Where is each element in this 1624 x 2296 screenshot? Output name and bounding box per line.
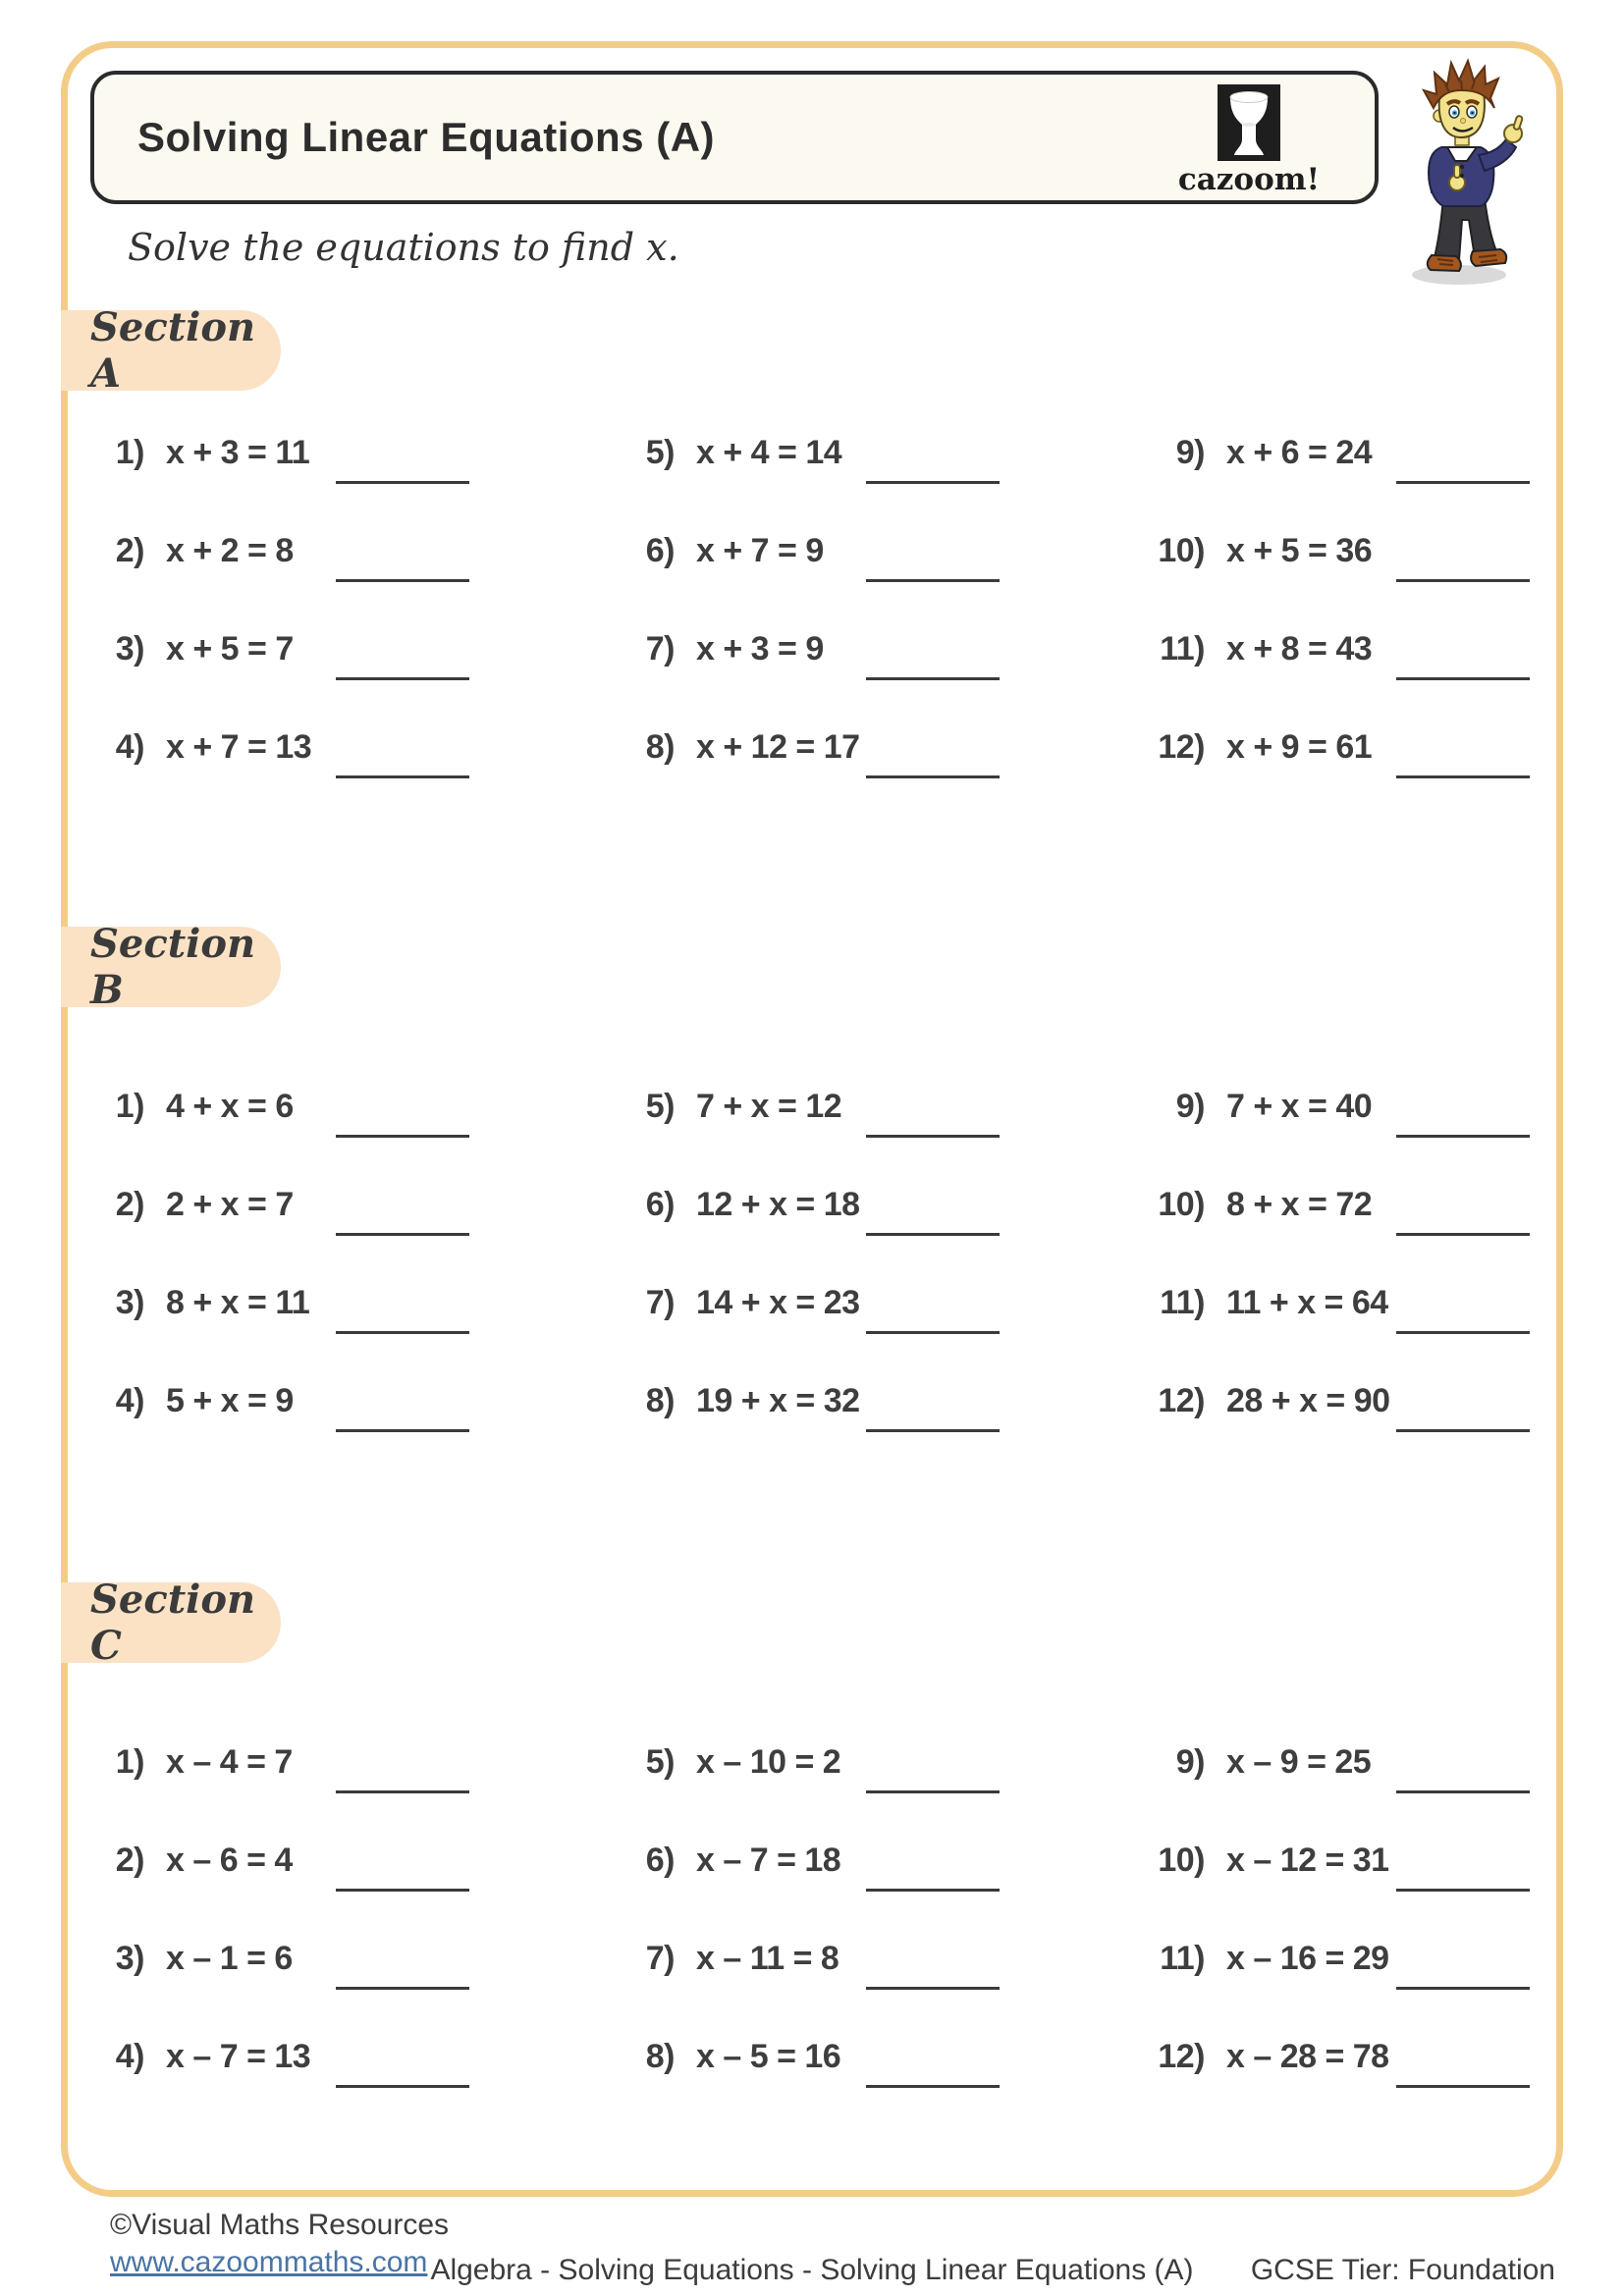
problem-equation: x + 3 = 11 <box>166 434 310 471</box>
problem-number: 3) <box>115 1940 144 1977</box>
problem-item <box>1154 1940 1624 2038</box>
problem-equation: x – 5 = 16 <box>696 2038 841 2075</box>
problem-number: 5) <box>645 434 675 471</box>
answer-line[interactable] <box>866 1233 1000 1236</box>
answer-line[interactable] <box>1396 579 1530 582</box>
problem-equation: x + 5 = 36 <box>1226 532 1373 569</box>
answer-line[interactable] <box>1396 677 1530 680</box>
problem-item <box>623 532 1154 630</box>
problem-equation: x + 8 = 43 <box>1226 630 1373 667</box>
problem-item <box>1154 630 1624 728</box>
problem-number: 7) <box>645 1940 675 1977</box>
problem-equation: 28 + x = 90 <box>1226 1382 1390 1419</box>
problem-equation: 11 + x = 64 <box>1226 1284 1388 1321</box>
problem-item <box>623 1382 1154 1480</box>
instruction-text: Solve the equations to find x. <box>128 226 679 269</box>
answer-line[interactable] <box>866 1135 1000 1138</box>
problem-item <box>93 1088 623 1186</box>
problem-equation: 19 + x = 32 <box>696 1382 860 1419</box>
problem-equation: x – 7 = 13 <box>166 2038 311 2075</box>
section-a-problems <box>93 434 1624 827</box>
answer-line[interactable] <box>336 677 469 680</box>
problem-number: 3) <box>115 630 144 667</box>
problem-equation: 5 + x = 9 <box>166 1382 294 1419</box>
answer-line[interactable] <box>336 1233 469 1236</box>
answer-line[interactable] <box>866 481 1000 484</box>
djembe-drum-icon <box>1218 84 1280 161</box>
section-b-problems <box>93 1088 1624 1480</box>
problem-number: 1) <box>115 434 144 471</box>
problem-equation: x – 28 = 78 <box>1226 2038 1389 2075</box>
problem-item <box>93 1284 623 1382</box>
problem-number: 1) <box>115 1743 144 1781</box>
problem-item <box>623 1842 1154 1940</box>
problem-equation: x + 5 = 7 <box>166 630 294 667</box>
problem-number: 12) <box>1158 728 1205 766</box>
answer-line[interactable] <box>336 481 469 484</box>
answer-line[interactable] <box>1396 1790 1530 1793</box>
section-b-header <box>61 921 281 1013</box>
problem-number: 10) <box>1158 1186 1205 1223</box>
problem-equation: 8 + x = 11 <box>166 1284 310 1321</box>
problem-equation: x – 16 = 29 <box>1226 1940 1389 1977</box>
problem-item <box>623 728 1154 827</box>
problem-number: 12) <box>1158 1382 1205 1419</box>
answer-line[interactable] <box>336 1790 469 1793</box>
answer-line[interactable] <box>866 579 1000 582</box>
answer-line[interactable] <box>1396 775 1530 778</box>
answer-line[interactable] <box>866 1429 1000 1432</box>
answer-line[interactable] <box>1396 1331 1530 1334</box>
problem-equation: x + 7 = 13 <box>166 728 312 766</box>
answer-line[interactable] <box>336 2085 469 2088</box>
answer-line[interactable] <box>866 1889 1000 1892</box>
problem-equation: 4 + x = 6 <box>166 1088 294 1125</box>
problem-equation: 14 + x = 23 <box>696 1284 860 1321</box>
answer-line[interactable] <box>336 1135 469 1138</box>
section-c-problems <box>93 1743 1624 2136</box>
problem-number: 8) <box>645 1382 675 1419</box>
problem-item <box>93 2038 623 2136</box>
problem-number: 9) <box>1175 1743 1205 1781</box>
problem-item <box>93 1382 623 1480</box>
answer-line[interactable] <box>1396 481 1530 484</box>
answer-line[interactable] <box>866 677 1000 680</box>
problem-number: 4) <box>115 1382 144 1419</box>
problem-item <box>1154 1088 1624 1186</box>
problem-item <box>93 1186 623 1284</box>
answer-line[interactable] <box>336 579 469 582</box>
problem-number: 4) <box>115 2038 144 2075</box>
problem-number: 2) <box>115 1842 144 1879</box>
problem-number: 1) <box>115 1088 144 1125</box>
section-label: Section B <box>90 921 256 1013</box>
problem-item <box>1154 434 1624 532</box>
problem-number: 10) <box>1158 1842 1205 1879</box>
problem-equation: x + 9 = 61 <box>1226 728 1373 766</box>
problem-equation: x – 7 = 18 <box>696 1842 841 1879</box>
problem-equation: x – 10 = 2 <box>696 1743 841 1781</box>
footer-website-link[interactable]: www.cazoommaths.com <box>110 2246 428 2278</box>
problem-equation: x + 6 = 24 <box>1226 434 1373 471</box>
problem-equation: 7 + x = 40 <box>1226 1088 1373 1125</box>
problem-number: 4) <box>115 728 144 766</box>
problem-item <box>623 1186 1154 1284</box>
problem-equation: x – 1 = 6 <box>166 1940 293 1977</box>
answer-line[interactable] <box>866 1987 1000 1990</box>
cazoom-logo <box>1170 84 1327 197</box>
answer-line[interactable] <box>866 775 1000 778</box>
problem-equation: x + 12 = 17 <box>696 728 860 766</box>
worksheet-header <box>90 71 1379 204</box>
problem-item <box>93 630 623 728</box>
answer-line[interactable] <box>336 775 469 778</box>
problem-number: 12) <box>1158 2038 1205 2075</box>
problem-equation: 12 + x = 18 <box>696 1186 860 1223</box>
problem-item <box>623 1743 1154 1842</box>
footer-copyright: ©Visual Maths Resources <box>110 2209 450 2241</box>
problem-equation: x – 4 = 7 <box>166 1743 293 1781</box>
problem-equation: x + 7 = 9 <box>696 532 824 569</box>
problem-item <box>1154 728 1624 827</box>
problem-number: 5) <box>645 1088 675 1125</box>
answer-line[interactable] <box>1396 1429 1530 1432</box>
problem-number: 9) <box>1175 434 1205 471</box>
problem-number: 2) <box>115 532 144 569</box>
problem-item <box>623 1088 1154 1186</box>
problem-equation: x + 3 = 9 <box>696 630 824 667</box>
answer-line[interactable] <box>866 2085 1000 2088</box>
answer-line[interactable] <box>1396 1987 1530 1990</box>
section-c-header <box>61 1576 281 1669</box>
problem-number: 6) <box>645 532 675 569</box>
problem-item <box>1154 1284 1624 1382</box>
problem-equation: 7 + x = 12 <box>696 1088 842 1125</box>
answer-line[interactable] <box>336 1889 469 1892</box>
answer-line[interactable] <box>1396 1889 1530 1892</box>
problem-number: 3) <box>115 1284 144 1321</box>
problem-item <box>623 1940 1154 2038</box>
problem-number: 7) <box>645 630 675 667</box>
problem-item <box>623 2038 1154 2136</box>
problem-item <box>623 1284 1154 1382</box>
section-a-header <box>61 304 281 397</box>
answer-line[interactable] <box>1396 1233 1530 1236</box>
problem-number: 11) <box>1160 1284 1205 1321</box>
problem-equation: x + 2 = 8 <box>166 532 294 569</box>
problem-equation: 8 + x = 72 <box>1226 1186 1373 1223</box>
answer-line[interactable] <box>1396 2085 1530 2088</box>
problem-number: 2) <box>115 1186 144 1223</box>
problem-equation: x – 6 = 4 <box>166 1842 293 1879</box>
answer-line[interactable] <box>336 1987 469 1990</box>
student-character-illustration <box>1396 55 1534 291</box>
problem-item <box>93 728 623 827</box>
problem-item <box>1154 1186 1624 1284</box>
problem-number: 8) <box>645 728 675 766</box>
problem-item <box>93 532 623 630</box>
problem-number: 9) <box>1175 1088 1205 1125</box>
answer-line[interactable] <box>336 1429 469 1432</box>
answer-line[interactable] <box>866 1331 1000 1334</box>
logo-wordmark: cazoom! <box>1177 162 1321 197</box>
problem-item <box>1154 532 1624 630</box>
problem-equation: 2 + x = 7 <box>166 1186 294 1223</box>
footer-breadcrumb: Algebra - Solving Equations - Solving Linear Equations (A) <box>430 2254 1194 2286</box>
problem-item <box>93 434 623 532</box>
problem-item <box>623 630 1154 728</box>
problem-number: 7) <box>645 1284 675 1321</box>
problem-equation: x + 4 = 14 <box>696 434 842 471</box>
problem-item <box>93 1743 623 1842</box>
footer-tier-label: GCSE Tier: Foundation <box>1250 2254 1555 2286</box>
answer-line[interactable] <box>336 1331 469 1334</box>
problem-item <box>1154 1842 1624 1940</box>
problem-item <box>1154 1382 1624 1480</box>
problem-equation: x – 9 = 25 <box>1226 1743 1372 1781</box>
problem-equation: x – 11 = 8 <box>696 1940 839 1977</box>
problem-item <box>93 1842 623 1940</box>
problem-equation: x – 12 = 31 <box>1226 1842 1389 1879</box>
problem-number: 10) <box>1158 532 1205 569</box>
answer-line[interactable] <box>866 1790 1000 1793</box>
problem-item <box>1154 2038 1624 2136</box>
answer-line[interactable] <box>1396 1135 1530 1138</box>
section-label: Section A <box>90 304 256 397</box>
problem-item <box>1154 1743 1624 1842</box>
problem-number: 6) <box>645 1186 675 1223</box>
problem-item <box>93 1940 623 2038</box>
problem-number: 6) <box>645 1842 675 1879</box>
problem-item <box>623 434 1154 532</box>
problem-number: 8) <box>645 2038 675 2075</box>
problem-number: 11) <box>1160 630 1205 667</box>
page-title: Solving Linear Equations (A) <box>137 114 716 160</box>
section-label: Section C <box>90 1576 256 1669</box>
problem-number: 5) <box>645 1743 675 1781</box>
problem-number: 11) <box>1160 1940 1205 1977</box>
